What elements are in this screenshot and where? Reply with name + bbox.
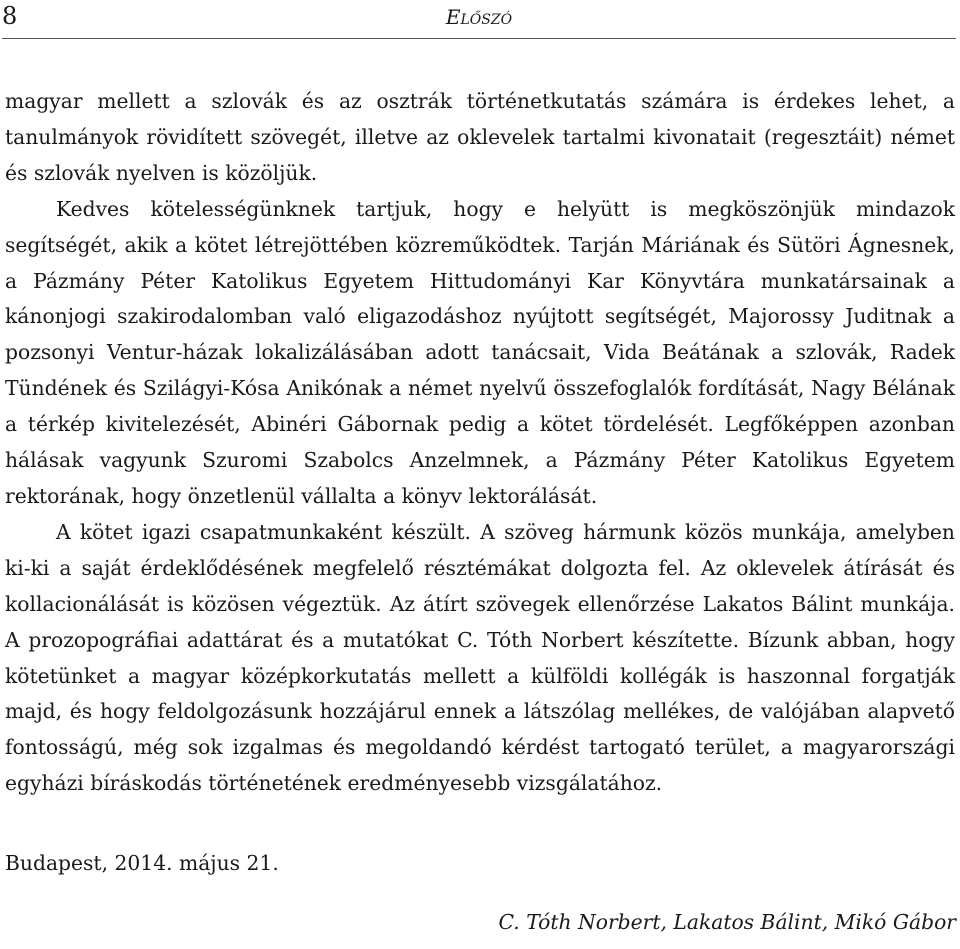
- page-header: [2, 0, 956, 39]
- place-date: Budapest, 2014. május 21.: [5, 851, 279, 875]
- body-text: [5, 84, 955, 802]
- paragraph-acknowledgements: Kedves kötelességünknek tartjuk, hogy e helyütt is megköszönjük mindazok segítségét, akik a kötet létrejöttében közreműködtek. Tarján Máriának és Sütöri Ágnesnek, a Pázmány Péter Katolikus Egyetem Hittudományi Kar Könyvtára munkatársainak a kánonjogi szakirodalomban való eligazodáshoz nyújtott segítségét, Majorossy Juditnak a pozsonyi Ventur-házak lokalizálásában adott tanácsait, Vida Beátának a szlovák, Radek Tündének és Szilágyi-Kósa Anikónak a német nyelvű összefoglalók fordítását, Nagy Bélának a térkép kivitelezését, Abinéri Gábornak pedig a kötet tördelését. Legfőképpen azonban hálásak vagyunk Szuromi Szabolcs Anzelmnek, a Pázmány Péter Katolikus Egyetem rektorának, hogy önzetlenül vállalta a könyv lektorálását.: [5, 196, 955, 508]
- authors-signature: C. Tóth Norbert, Lakatos Bálint, Mikó Gábor: [498, 910, 956, 934]
- running-head: Előszó: [445, 5, 513, 29]
- paragraph-continuation: magyar mellett a szlovák és az osztrák történetkutatás számára is érdekes lehet, a tanulmányok rövidített szövegét, illetve az oklevelek tartalmi kivonatait (regesztáit) német és szlovák nyelven is közöljük.: [5, 89, 955, 185]
- page-number: 8: [2, 2, 18, 30]
- paragraph-teamwork: A kötet igazi csapatmunkaként készült. A szöveg hármunk közös munkája, amelyben ki-ki a saját érdeklődésének megfelelő résztémákat dolgozta fel. Az oklevelek átírását és kollacionálását is közösen végeztük. Az átírt szövegek ellenőrzése Lakatos Bálint munkája. A prozopográfiai adattárat és a mutatókat C. Tóth Norbert készítette. Bízunk abban, hogy kötetünket a magyar középkorkutatás mellett a külföldi kollégák is haszonnal forgatják majd, és hogy feldolgozásunk hozzájárul ennek a látszólag mellékes, de valójában alapvető fontosságú, még sok izgalmas és megoldandó kérdést tartogató terület, a magyarországi egyházi bíráskodás történetének eredményesebb vizsgálatához.: [5, 519, 955, 796]
